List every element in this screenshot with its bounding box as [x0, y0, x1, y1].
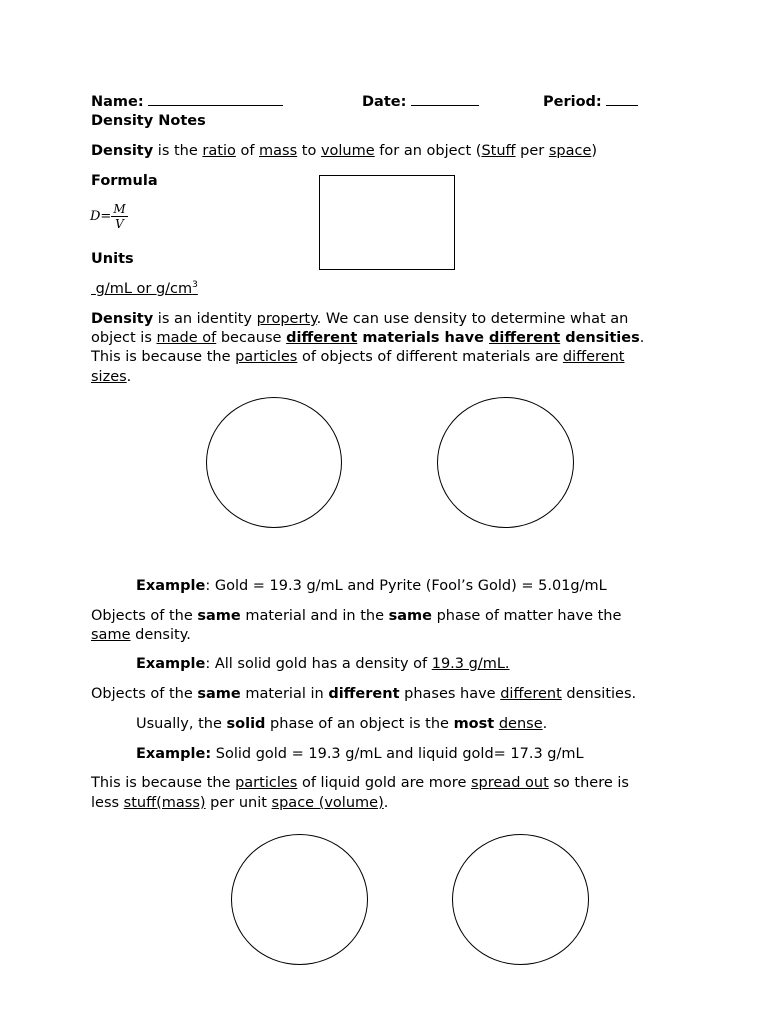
same-material-line-1 — [91, 607, 621, 626]
answer-same: same — [91, 627, 131, 643]
text: of — [235, 143, 260, 159]
definition-term: Density — [91, 143, 154, 159]
period-label: Period: — [543, 94, 602, 110]
text: density. — [130, 627, 191, 643]
text: for an object ( — [374, 143, 482, 159]
text: so there is — [548, 775, 629, 791]
answer-mass: mass — [259, 143, 298, 159]
units-answer — [91, 281, 198, 297]
answer-property: property — [256, 311, 317, 327]
text: most — [453, 716, 495, 732]
answer-stuff: Stuff — [481, 143, 516, 159]
units-superscript: 3 — [192, 280, 198, 290]
text: materials have — [357, 330, 489, 346]
drawing-circle-2[interactable] — [437, 397, 574, 528]
date-label: Date: — [362, 94, 407, 110]
text: to — [297, 143, 321, 159]
text: solid — [226, 716, 266, 732]
name-blank[interactable] — [148, 92, 283, 106]
identity-term: Density — [91, 311, 154, 327]
answer-different: different — [562, 349, 625, 365]
answer-space: space — [548, 143, 592, 159]
formula-label-text: Formula — [91, 173, 158, 189]
text: densities — [560, 330, 640, 346]
text: of objects of different materials are — [297, 349, 563, 365]
date-blank[interactable] — [411, 92, 479, 106]
answer-different: different — [286, 330, 358, 346]
text: Objects of the — [91, 608, 198, 624]
text: phase of matter have the — [431, 608, 622, 624]
text: same — [197, 608, 241, 624]
page-title-text: Density Notes — [91, 113, 206, 129]
same-material-line-2 — [91, 626, 191, 645]
formula-numerator: M — [113, 202, 126, 216]
because-line-1 — [91, 774, 629, 793]
answer-gold-density: 19.3 g/mL. — [431, 656, 510, 672]
example-label: Example — [136, 578, 206, 594]
text: is an identity — [153, 311, 257, 327]
different-phases-line — [91, 685, 636, 704]
text: : All solid gold has a density of — [205, 656, 432, 672]
definition-line — [91, 142, 597, 161]
units-label — [91, 250, 134, 269]
text: densities. — [561, 686, 637, 702]
period-blank[interactable] — [606, 92, 638, 106]
page-title — [91, 112, 206, 131]
units-value — [91, 280, 198, 299]
answer-dense: dense — [498, 716, 543, 732]
name-label: Name: — [91, 94, 144, 110]
text: . — [126, 369, 132, 385]
text: This is because the — [91, 349, 236, 365]
answer-ratio: ratio — [202, 143, 236, 159]
text: phase of an object is the — [265, 716, 454, 732]
text: . — [639, 330, 645, 346]
text: . — [383, 795, 389, 811]
text: less — [91, 795, 124, 811]
text: ) — [591, 143, 598, 159]
identity-line-2 — [91, 329, 644, 348]
units-label-text: Units — [91, 251, 134, 267]
formula-fraction — [111, 202, 127, 231]
answer-volume: volume — [320, 143, 375, 159]
text: Solid gold = 19.3 g/mL and liquid gold= 17.3 g/mL — [211, 746, 584, 762]
text: object is — [91, 330, 157, 346]
text: phases have — [399, 686, 501, 702]
answer-particles: particles — [235, 349, 298, 365]
text: Objects of the — [91, 686, 198, 702]
text: same — [388, 608, 432, 624]
drawing-circle-3[interactable] — [231, 834, 368, 965]
example-1 — [136, 577, 607, 596]
because-line-2 — [91, 794, 388, 813]
answer-different: different — [500, 686, 562, 702]
answer-different: different — [488, 330, 561, 346]
formula-drawing-box[interactable] — [319, 175, 455, 270]
answer-sizes: sizes — [91, 369, 127, 385]
text: different — [328, 686, 400, 702]
text: because — [216, 330, 287, 346]
text: is the — [153, 143, 203, 159]
drawing-circle-1[interactable] — [206, 397, 342, 528]
name-field — [91, 92, 283, 112]
text: of liquid gold are more — [297, 775, 471, 791]
text: Usually, the — [136, 716, 227, 732]
example-label: Example — [136, 656, 206, 672]
answer-particles: particles — [235, 775, 298, 791]
text: per — [515, 143, 549, 159]
formula-denominator: V — [115, 217, 124, 231]
example-3 — [136, 745, 584, 764]
answer-stuff-mass: stuff(mass) — [123, 795, 206, 811]
period-field — [543, 92, 638, 112]
usually-line — [136, 715, 547, 734]
formula-equation — [90, 202, 128, 231]
date-field — [362, 92, 479, 112]
answer-spread-out: spread out — [470, 775, 549, 791]
text: material in — [240, 686, 329, 702]
example-2 — [136, 655, 510, 674]
drawing-circle-4[interactable] — [452, 834, 589, 965]
text: . We can use density to determine what an — [316, 311, 629, 327]
identity-line-3 — [91, 348, 625, 367]
text: same — [197, 686, 241, 702]
answer-space-volume: space (volume) — [271, 795, 384, 811]
example-label: Example: — [136, 746, 212, 762]
formula-label — [91, 172, 158, 191]
answer-made-of: made of — [156, 330, 217, 346]
identity-line-4 — [91, 368, 131, 387]
text: : Gold = 19.3 g/mL and Pyrite (Fool’s Gold) = 5.01g/mL — [205, 578, 607, 594]
identity-line-1 — [91, 310, 628, 329]
text: . — [542, 716, 548, 732]
text: per unit — [205, 795, 272, 811]
text: This is because the — [91, 775, 236, 791]
units-text: g/mL or g/cm — [95, 281, 193, 297]
text: material and in the — [240, 608, 389, 624]
formula-lhs: D= — [90, 209, 112, 224]
